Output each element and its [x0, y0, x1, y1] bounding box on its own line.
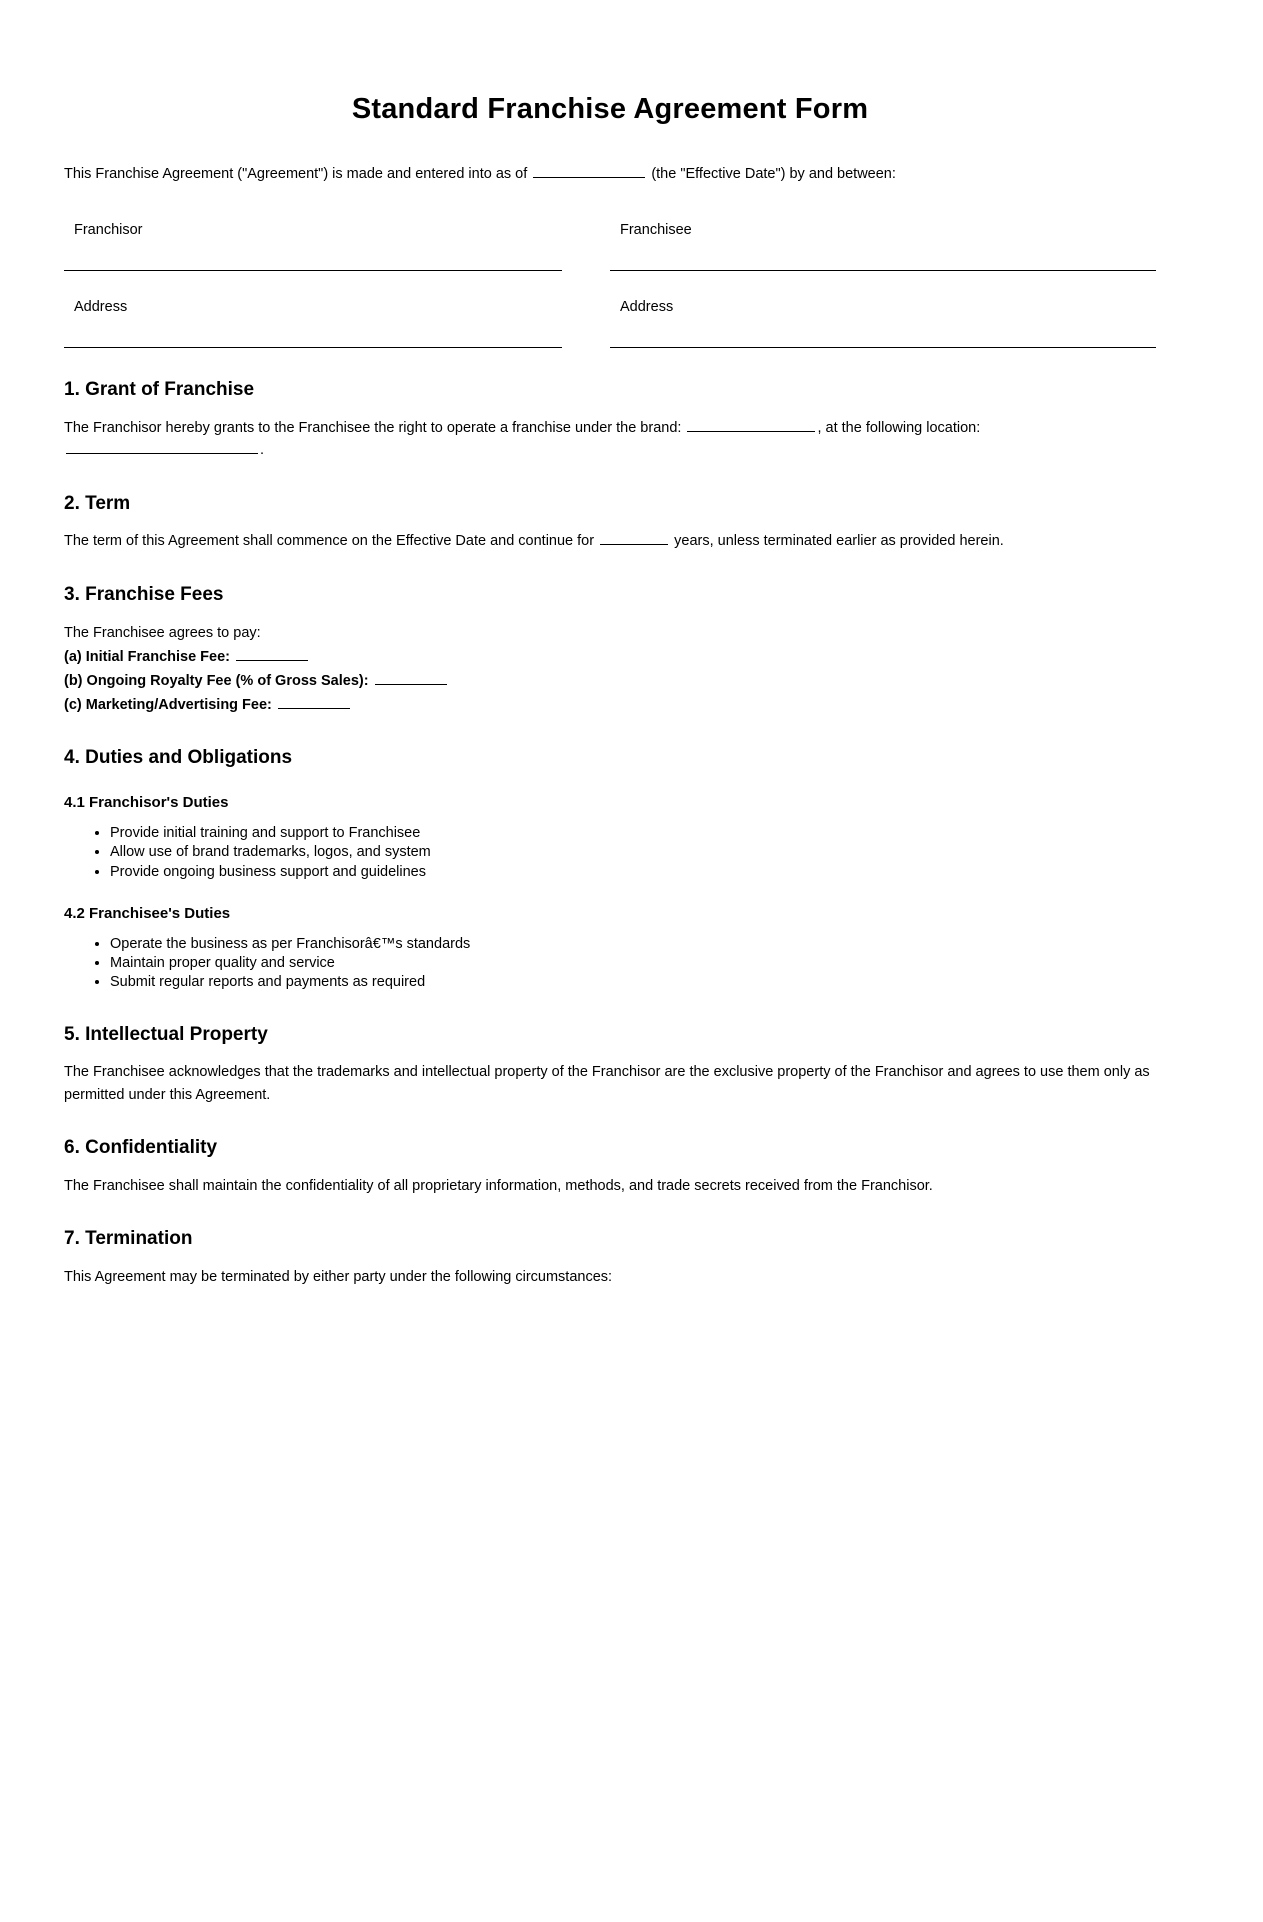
- term-text-before-years: The term of this Agreement shall commence on the Effective Date and continue for: [64, 533, 595, 550]
- effective-date-blank[interactable]: [533, 163, 645, 178]
- franchisee-name-blank[interactable]: [610, 244, 1156, 271]
- franchisor-name-blank[interactable]: [64, 244, 562, 271]
- section-body-intellectual-property: The Franchisee acknowledges that the trademarks and intellectual property of the Franchisor are the exclusive property of the Franchisor and agrees to use them only as permitted under this Agreement.: [64, 1064, 1150, 1103]
- franchisee-address-label: Address: [620, 298, 674, 315]
- brand-blank[interactable]: [687, 417, 815, 432]
- fee-line-ongoing-royalty-fee: [64, 668, 1156, 692]
- section-heading-franchise-fees: 3. Franchise Fees: [64, 583, 224, 605]
- franchisee-address-blank[interactable]: [610, 321, 1156, 348]
- franchisor-address-field: [64, 289, 610, 348]
- term-years-blank[interactable]: [600, 530, 668, 545]
- franchisee-duties-list: [64, 923, 1156, 992]
- franchisee-name-field: [610, 212, 1156, 271]
- list-item: • Operate the business as per Franchisorâ€™s standards: [110, 935, 1156, 954]
- page-title: Standard Franchise Agreement Form: [351, 93, 869, 125]
- document-content: [64, 0, 1156, 1289]
- list-item: • Allow use of brand trademarks, logos, and system: [110, 843, 1156, 862]
- location-blank[interactable]: [66, 439, 258, 454]
- subsection-heading-franchisor-duties: 4.1 Franchisor's Duties: [64, 793, 229, 811]
- initial-franchise-fee-blank[interactable]: [236, 646, 308, 661]
- franchisor-duties-list: [64, 812, 1156, 881]
- marketing-advertising-fee-blank[interactable]: [278, 694, 350, 709]
- franchisor-address-blank[interactable]: [64, 321, 562, 348]
- fee-line-marketing-advertising-fee: [64, 692, 1156, 716]
- intro-text-after: (the "Effective Date") by and between:: [651, 165, 896, 182]
- franchisee-address-field: [610, 289, 1156, 348]
- list-item: • Provide initial training and support to Franchisee: [110, 824, 1156, 843]
- fee-label-initial: (a) Initial Franchise Fee:: [64, 649, 230, 666]
- section-body-termination: This Agreement may be terminated by either party under the following circumstances:: [64, 1269, 613, 1286]
- section-heading-intellectual-property: 5. Intellectual Property: [64, 1023, 268, 1045]
- section-body-grant-of-franchise: [64, 403, 1156, 462]
- section-heading-grant-of-franchise: 1. Grant of Franchise: [64, 379, 255, 401]
- ongoing-royalty-fee-blank[interactable]: [375, 670, 447, 685]
- fee-line-initial-franchise-fee: [64, 644, 1156, 668]
- section-body-confidentiality: The Franchisee shall maintain the confidentiality of all proprietary information, methods, and trade secrets received from the Franchisor.: [64, 1177, 933, 1194]
- section-heading-confidentiality: 6. Confidentiality: [64, 1137, 218, 1159]
- fee-label-marketing: (c) Marketing/Advertising Fee:: [64, 697, 272, 714]
- fee-label-royalty: (b) Ongoing Royalty Fee (% of Gross Sales):: [64, 673, 369, 690]
- intro-text-before: This Franchise Agreement ("Agreement") is made and entered into as of: [64, 165, 528, 182]
- list-item: • Provide ongoing business support and guidelines: [110, 863, 1156, 882]
- section-heading-duties-and-obligations: 4. Duties and Obligations: [64, 747, 293, 769]
- franchisee-label: Franchisee: [620, 221, 692, 238]
- grant-text-after-brand: , at the following location:: [817, 419, 981, 436]
- party-address-row: [64, 289, 1156, 348]
- subsection-heading-franchisee-duties: 4.2 Franchisee's Duties: [64, 904, 231, 922]
- parties-block: [64, 212, 1156, 349]
- list-item: • Maintain proper quality and service: [110, 954, 1156, 973]
- term-text-after-years: years, unless terminated earlier as provided herein.: [674, 533, 1004, 550]
- franchisor-label: Franchisor: [74, 221, 143, 238]
- franchisor-address-label: Address: [74, 298, 128, 315]
- grant-text-end: .: [260, 442, 265, 459]
- fees-intro: The Franchisee agrees to pay:: [64, 624, 261, 641]
- list-item: • Submit regular reports and payments as required: [110, 973, 1156, 992]
- section-heading-term: 2. Term: [64, 492, 131, 514]
- section-body-term: [64, 516, 1156, 552]
- section-heading-termination: 7. Termination: [64, 1228, 193, 1250]
- intro-paragraph: [64, 163, 1156, 186]
- grant-text-before-brand: The Franchisor hereby grants to the Franchisee the right to operate a franchise under the brand:: [64, 419, 682, 436]
- party-names-row: [64, 212, 1156, 271]
- franchisor-name-field: [64, 212, 610, 271]
